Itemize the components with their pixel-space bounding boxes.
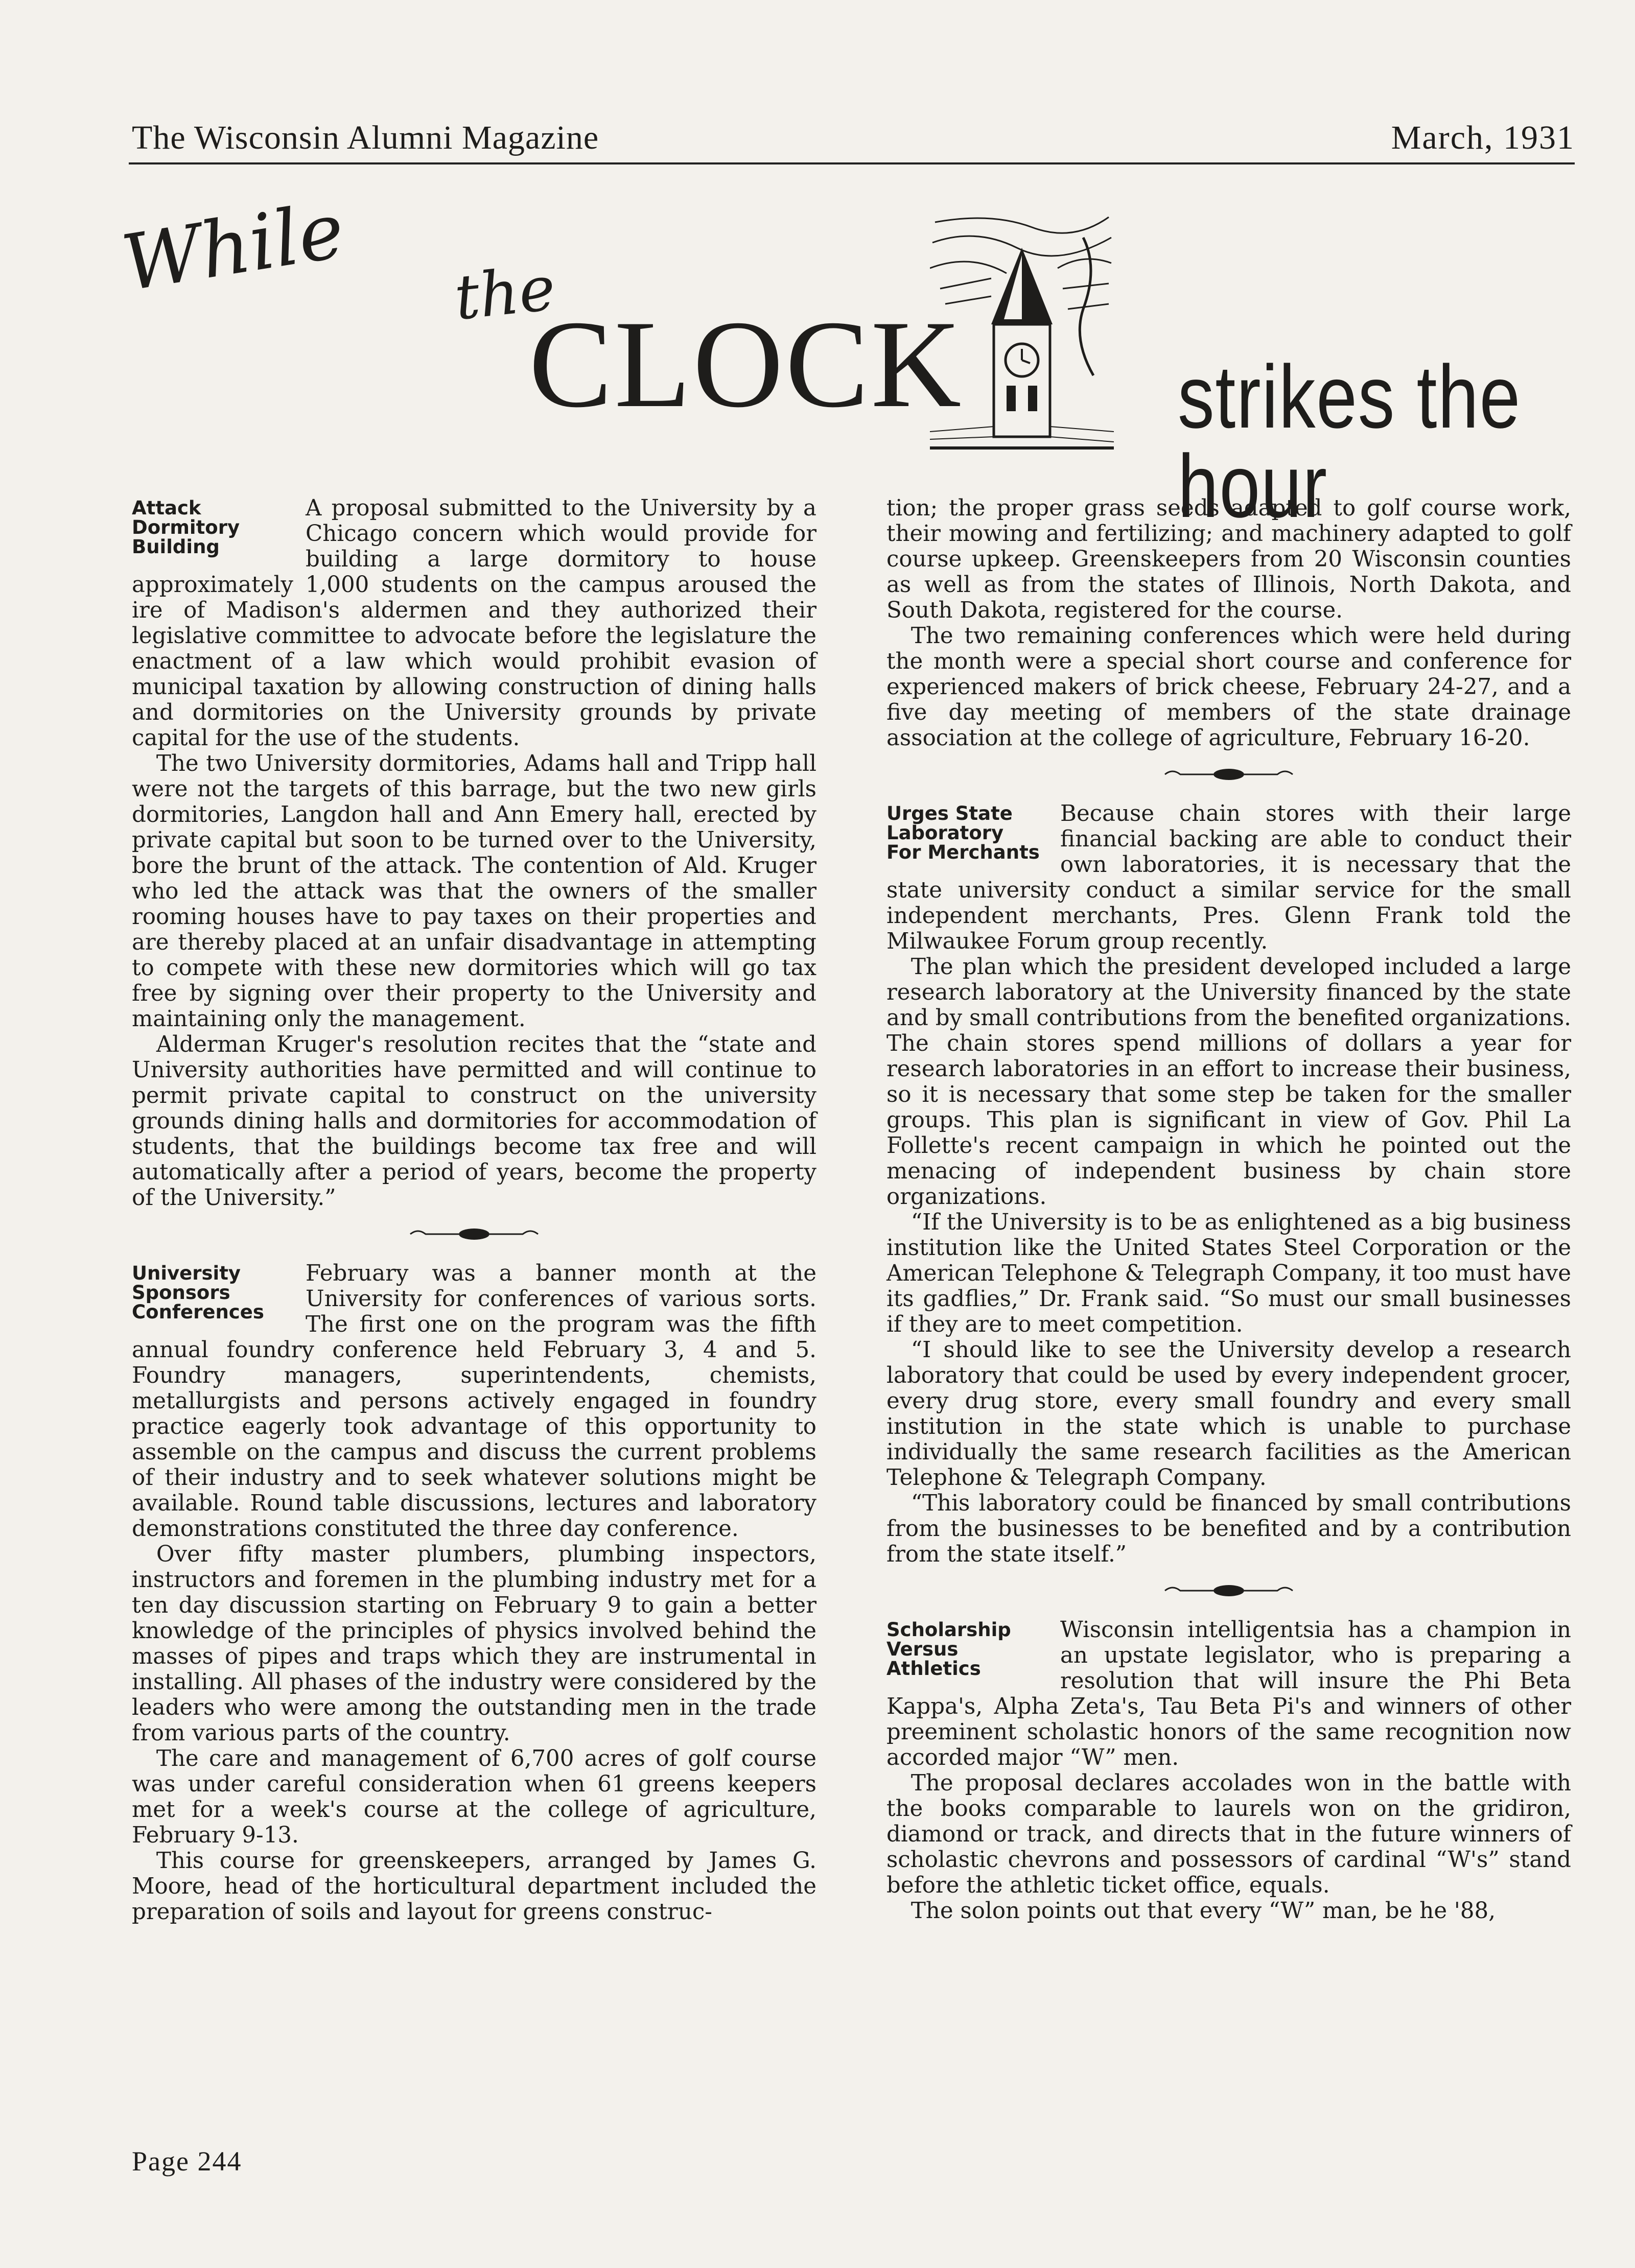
headline-the: the bbox=[451, 253, 559, 334]
article-scholarship-athletics bbox=[886, 1617, 1571, 1924]
ornament-divider bbox=[408, 1223, 541, 1243]
paragraph: The two University dormitories, Adams hall and Tripp hall were not the targets of this barrage, but the two new girls dormitories, Langdon hall and Ann Emery hall, erected by private capital but soon to be turned over to the University, bore the brunt of the attack. The contention of Ald. Kruger who led the attack was that the owners of the smaller rooming houses have to pay taxes on their properties and are thereby placed at an unfair disadvantage in attempting to compete with these new dormitories which will go tax free by signing over their property to the University and maintaining only the management. bbox=[132, 751, 816, 1032]
paragraph: February was a banner month at the University for conferences of various sorts. The first one on the program was the fifth annual foundry conference held February 3, 4 and 5. Foundry managers, superintendents, chemists, metallurgists and persons actively engaged in foundry practice eagerly took advantage of this opportunity to assemble on the campus and discuss the current problems of their industry and to seek whatever solutions might be available. Round table discussions, lectures and laboratory demonstrations constituted the three day conference. bbox=[132, 1261, 816, 1542]
article-attack-dormitory bbox=[132, 495, 816, 1211]
article-university-conferences bbox=[132, 1261, 816, 1925]
article-sidehead: Urges State Laboratory For Merchants bbox=[886, 802, 1040, 863]
ornament-divider bbox=[1162, 1579, 1295, 1600]
paragraph: tion; the proper grass seeds adapted to golf course work, their mowing and fertilizing; and machinery adapted to golf course upkeep. Greenskeepers from 20 Wisconsin counties as well as from the states of Illinois, North Dakota, and South Dakota, registered for the course. bbox=[886, 495, 1571, 623]
paragraph: The solon points out that every “W” man, be he '88, bbox=[910, 1898, 1496, 1924]
paragraph: Because chain stores with their large financial backing are able to conduct their own laboratories, it is necessary that the state university conduct a similar service for the small independent merchants, Pres. Glenn Frank told the Milwaukee Forum group recently. bbox=[886, 801, 1571, 954]
paragraph: The two remaining conferences which were held during the month were a special short course and conference for experienced makers of brick cheese, February 24-27, and a five day meeting of members of the state drainage association at the college of agriculture, February 16-20. bbox=[886, 623, 1571, 751]
paragraph: The plan which the president developed included a large research laboratory at the University financed by the state and by small contributions from the benefited organizations. The chain stores spend millions of dollars a year for research laboratories in an effort to increase their business, so it is necessary that some step be taken for the smaller groups. This plan is significant in view of Gov. Phil La Follette's recent campaign in which he pointed out the menacing of independent business by chain store organizations. bbox=[886, 954, 1571, 1210]
paragraph: Wisconsin intelligentsia has a champion in an upstate legislator, who is preparing a resolution that will insure the Phi Beta Kappa's, Alpha Zeta's, Tau Beta Pi's and winners of other preeminent scholastic honors of the same recognition now accorded major “W” men. bbox=[886, 1617, 1571, 1770]
magazine-title: The Wisconsin Alumni Magazine bbox=[132, 119, 599, 156]
headline-while: While bbox=[116, 186, 351, 309]
paragraph: This course for greenskeepers, arranged by James G. Moore, head of the horticultural department included the preparation of soils and layout for greens construc- bbox=[132, 1848, 816, 1925]
ornament-divider bbox=[1162, 763, 1295, 784]
headline-strikes: strikes the hour bbox=[1178, 347, 1521, 536]
article-sidehead: Scholarship Versus Athletics bbox=[886, 1619, 1011, 1680]
paragraph: Alderman Kruger's resolution recites that the “state and University authorities have permitted and will continue to permit private capital to construct on the university grounds dining halls and dormitories for accommodation of students, that the buildings become tax free and will automatically after a period of years, become the property of the University.” bbox=[132, 1032, 816, 1211]
paragraph: “I should like to see the University develop a research laboratory that could be used by every independent grocer, every drug store, every small foundry and every small institution in the state which is unable to purchase individually the same research facilities as the American Telephone & Telegraph Company. bbox=[886, 1337, 1571, 1491]
clock-tower-illustration bbox=[930, 207, 1114, 452]
article-urges-state-laboratory bbox=[886, 801, 1571, 1567]
paragraph: A proposal submitted to the University by a Chicago concern which would provide for building a large dormitory to house approximately 1,000 students on the campus aroused the ire of Madison's aldermen and they authorized their legislative committee to advocate before the legislature the enactment of a law which would prohibit evasion of municipal taxation by allowing construction of dining halls and dormitories on the University grounds by private capital for the use of the students. bbox=[132, 495, 816, 751]
left-column bbox=[132, 495, 816, 1925]
paragraph: “If the University is to be as enlightened as a big business institution like the United States Steel Corporation or the American Telephone & Telegraph Company, it too must have its gadflies,” Dr. Frank said. “So must our small businesses if they are to meet competition. bbox=[886, 1210, 1571, 1337]
page-number: Page 244 bbox=[132, 2146, 242, 2177]
paragraph: The care and management of 6,700 acres of golf course was under careful consideration when 61 greens keepers met for a week's course at the college of agriculture, February 9-13. bbox=[132, 1746, 816, 1848]
issue-date: March, 1931 bbox=[1391, 119, 1575, 156]
header-rule bbox=[129, 162, 1575, 164]
paragraph: “This laboratory could be financed by small contributions from the businesses to be benefited and by a contribution from the state itself.” bbox=[886, 1491, 1571, 1567]
paragraph: Over fifty master plumbers, plumbing inspectors, instructors and foremen in the plumbing industry met for a ten day discussion starting on February 9 to gain a better knowledge of the principles of physics involved behind the masses of pipes and traps which they are instrumental in installing. All phases of the industry were considered by the leaders who were among the outstanding men in the trade from various parts of the country. bbox=[132, 1542, 816, 1746]
right-column bbox=[886, 495, 1571, 1924]
headline-clock: CLOCK bbox=[529, 295, 964, 433]
paragraph: The proposal declares accolades won in the battle with the books comparable to laurels won on the gridiron, diamond or track, and directs that in the future winners of scholastic chevrons and possessors of cardinal “W's” stand before the athletic ticket office, equals. bbox=[886, 1770, 1571, 1898]
article-sidehead: University Sponsors Conferences bbox=[132, 1262, 264, 1323]
article-sidehead: Attack Dormitory Building bbox=[132, 497, 240, 558]
